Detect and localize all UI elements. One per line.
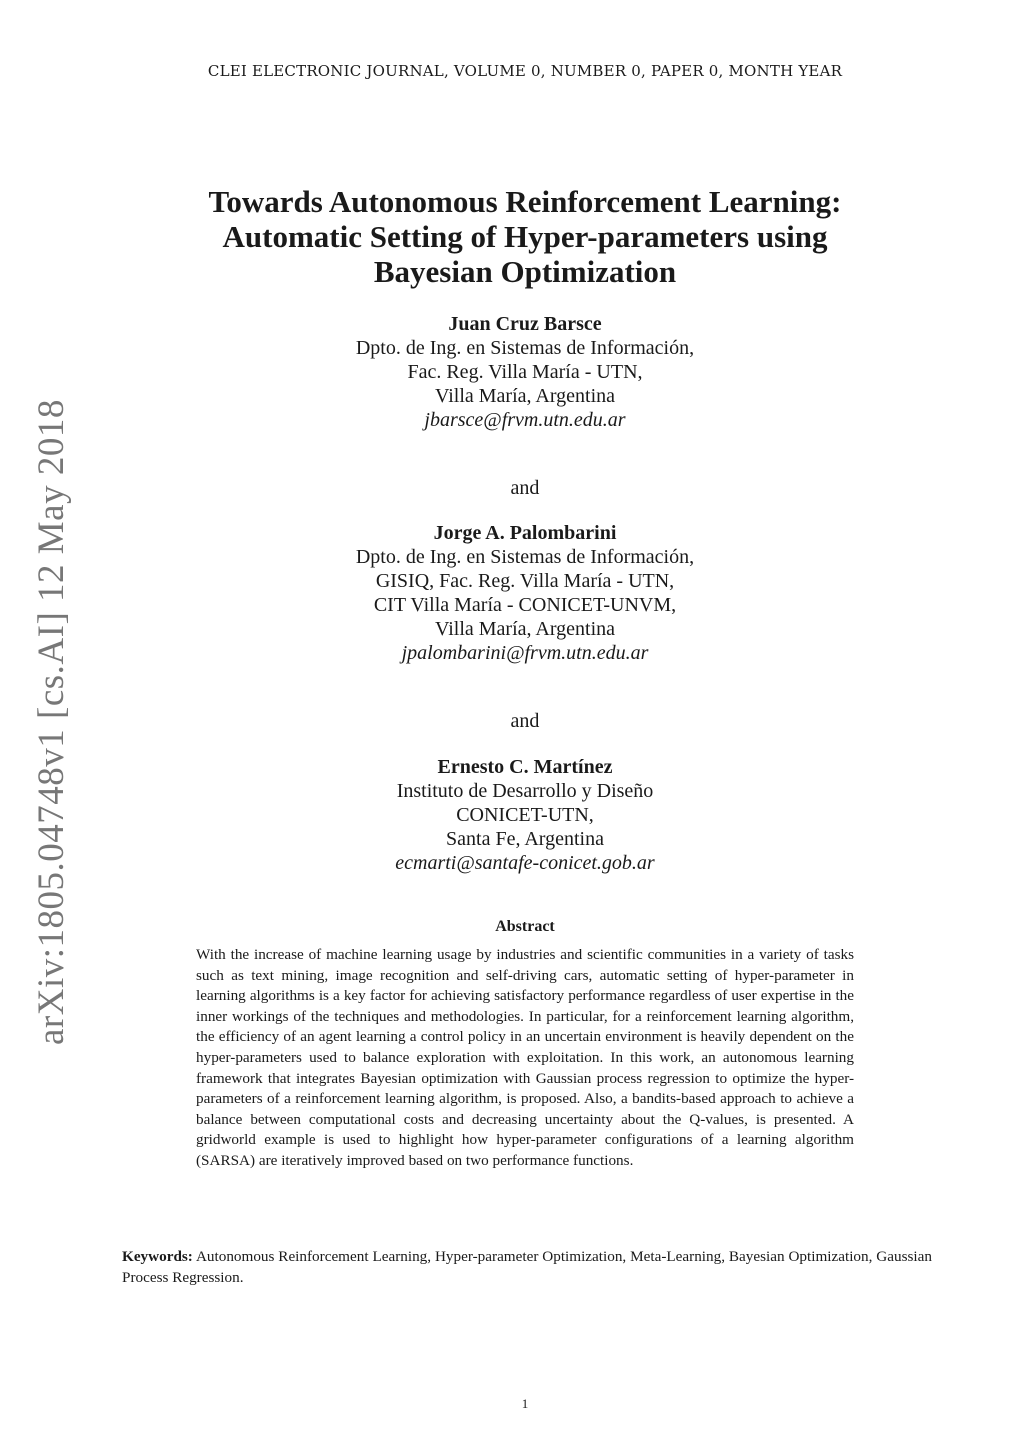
author-affiliation: Dpto. de Ing. en Sistemas de Información, xyxy=(355,546,695,568)
page-number: 1 xyxy=(521,1396,529,1411)
author-affiliation: Fac. Reg. Villa María - UTN, xyxy=(407,361,643,383)
keywords-label: Keywords: xyxy=(122,1248,193,1265)
author-affiliation: GISIQ, Fac. Reg. Villa María - UTN, xyxy=(375,570,675,592)
author-email[interactable]: ecmarti@santafe-conicet.gob.ar xyxy=(395,852,655,874)
running-head: CLEI ELECTRONIC JOURNAL, VOLUME 0, NUMBER 0, PAPER 0, MONTH YEAR xyxy=(207,62,843,80)
arxiv-identifier: arXiv:1805.04748v1 [cs.AI] 12 May 2018 xyxy=(31,399,72,1045)
abstract-text: With the increase of machine learning usage by industries and scientific communities in a variety of tasks such as text mining, image recognition and self-driving cars, automatic setting of hyper-parameter in learning algorithms is a key factor for achieving satisfactory performance regardless of user expertise in the inner workings of the techniques and methodologies. In particular, for a reinforcement learning algorithm, the efficiency of an agent learning a control policy in an uncertain environment is heavily dependent on the hyper-parameters used to balance exploration with exploitation. In this work, an autonomous learning framework that integrates Bayesian optimization with Gaussian process regression to optimize the hyper-parameters of a reinforcement learning algorithm, is proposed. Also, a bandits-based approach to achieve a balance between computational costs and decreasing uncertainty about the Q-values, is presented. A gridworld example is used to highlight how hyper-parameter configurations of a learning algorithm (SARSA) are iteratively improved based on two performance functions. xyxy=(196,946,854,1169)
and-separator: and xyxy=(510,477,540,499)
author-block-1 xyxy=(120,312,930,432)
author-name: Ernesto C. Martínez xyxy=(437,756,613,778)
and-separator: and xyxy=(510,710,540,732)
author-email[interactable]: jpalombarini@frvm.utn.edu.ar xyxy=(401,642,649,664)
title-line: Bayesian Optimization xyxy=(373,254,677,289)
author-name: Juan Cruz Barsce xyxy=(448,313,602,335)
author-affiliation: Villa María, Argentina xyxy=(434,618,616,640)
author-email[interactable]: jbarsce@frvm.utn.edu.ar xyxy=(424,409,626,431)
author-block-3 xyxy=(120,755,930,875)
author-affiliation: CONICET-UTN, xyxy=(456,804,594,826)
title-line: Towards Autonomous Reinforcement Learning: xyxy=(208,184,842,219)
title-line: Automatic Setting of Hyper-parameters using xyxy=(222,219,828,254)
author-name: Jorge A. Palombarini xyxy=(433,522,617,544)
author-block-2 xyxy=(120,521,930,665)
author-affiliation: Instituto de Desarrollo y Diseño xyxy=(396,780,654,802)
keywords xyxy=(122,1247,932,1288)
keywords-text: Autonomous Reinforcement Learning, Hyper-parameter Optimization, Meta-Learning, Bayesian Optimization, Gaussian Process Regression. xyxy=(122,1248,932,1286)
author-affiliation: Villa María, Argentina xyxy=(434,385,616,407)
author-affiliation: Dpto. de Ing. en Sistemas de Información, xyxy=(355,337,695,359)
abstract-heading: Abstract xyxy=(495,918,555,935)
author-affiliation: Santa Fe, Argentina xyxy=(446,828,604,850)
paper-title xyxy=(120,184,930,289)
author-affiliation: CIT Villa María - CONICET-UNVM, xyxy=(373,594,677,616)
